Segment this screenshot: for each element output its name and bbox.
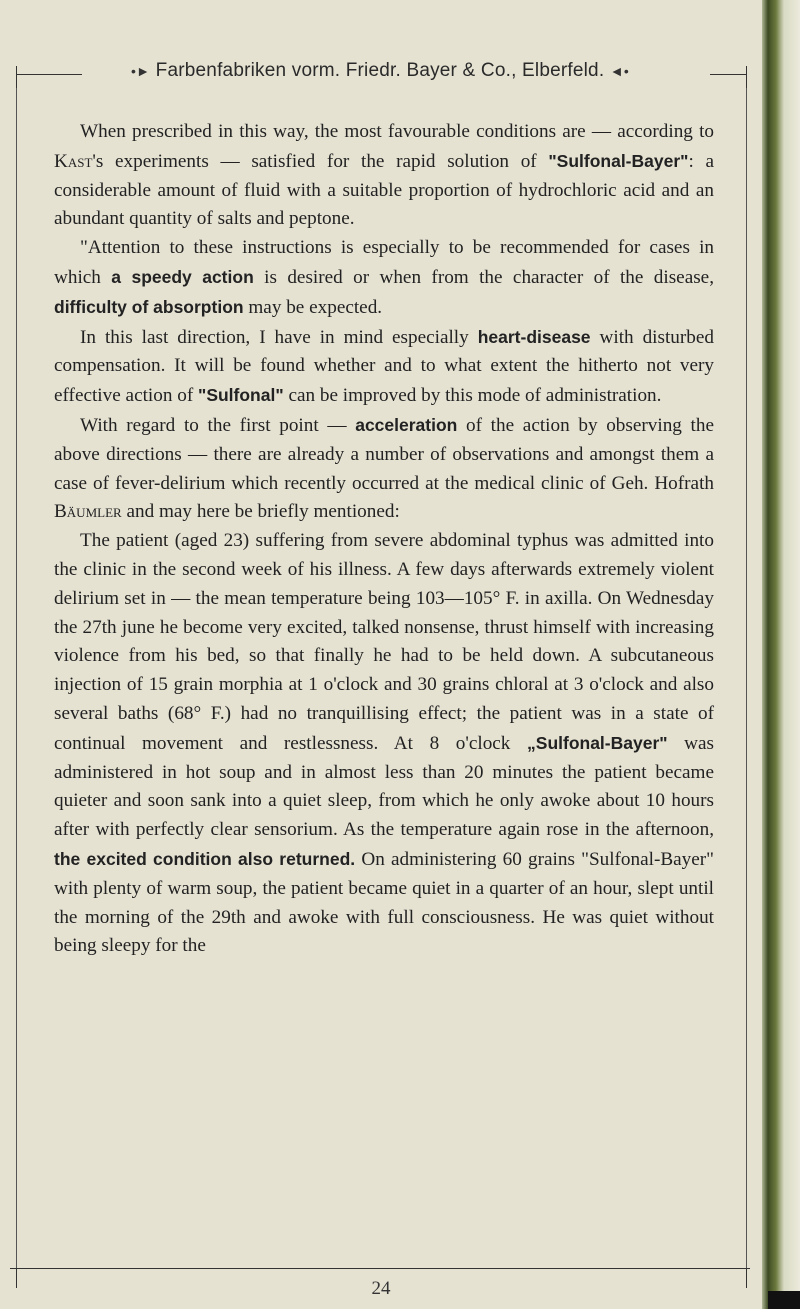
text-run: : a considerable amount of fluid with a suitable proportion of hydrochloric acid and an abundant quantity of salts and peptone. <box>54 150 714 230</box>
author-name: Bäumler <box>54 501 122 523</box>
paragraph <box>54 323 714 411</box>
text-run: With regard to the first point — <box>80 414 356 436</box>
page-number: 24 <box>371 1278 391 1299</box>
left-margin-rule <box>16 88 17 1268</box>
running-header <box>10 58 750 88</box>
text-run: On administering 60 grains "Sulfonal-Bayer" with plenty of warm soup, the patient became quiet in a quarter of an hour, slept until the morning of the 29th and awoke with full consciousness. He was quiet without being sleepy for the <box>54 848 714 957</box>
paragraph <box>54 411 714 527</box>
header-title-line <box>10 60 750 82</box>
header-title: Farbenfabriken vorm. Friedr. Bayer & Co., Elberfeld. <box>155 60 605 81</box>
emphasis-text: "Sulfonal-Bayer" <box>548 150 689 171</box>
ornament-left-icon: •► <box>131 63 151 79</box>
page-corner-shadow <box>768 1291 800 1309</box>
emphasis-text: "Sulfonal" <box>198 385 284 406</box>
author-name: Kast <box>54 150 93 172</box>
paragraph <box>54 527 714 961</box>
text-run: "Attention to these instructions is especially to be recommended for cases in which <box>54 237 714 288</box>
text-run: may be expected. <box>243 296 383 318</box>
header-tick-right <box>746 66 747 88</box>
emphasis-text: heart-disease <box>477 326 591 347</box>
body-text <box>54 118 714 961</box>
text-run: When prescribed in this way, the most favourable conditions are — according to <box>80 121 714 142</box>
emphasis-text: „Sulfonal-Bayer" <box>527 732 668 753</box>
text-run: of the action by observing the above directions — there are already a number of observations and amongst them a case of fever-delirium which recently occurred at the medical clinic of Geh. Hofrath <box>54 414 714 494</box>
text-run: can be improved by this mode of administration. <box>283 385 662 407</box>
paragraph <box>54 118 714 234</box>
right-margin-rule <box>746 88 747 1268</box>
text-run: and may here be briefly mentioned: <box>121 501 400 523</box>
header-rule-right <box>710 74 746 75</box>
emphasis-text: a speedy action <box>111 266 254 287</box>
text-run: is desired or when from the character of the disease, <box>253 266 714 288</box>
text-run: In this last direction, I have in mind especially <box>80 326 478 348</box>
emphasis-text: the excited condition also returned. <box>54 848 356 869</box>
paragraph <box>54 234 714 322</box>
text-run: The patient (aged 23) suffering from severe abdominal typhus was admitted into the clinic in the second week of his illness. A few days afterwards extremely violent delirium set in — the mean temperature being 103—105° F. in axilla. On Wednesday the 27th june he become very excited, talked nonsense, thrust himself with increasing violence from his bed, so that finally he had to be held down. A subcutaneous injection of 15 grain morphia at 1 o'clock and 30 grains chloral at 3 o'clock and also several baths (68° F.) had no tranquillising effect; the patient was in a state of continual movement and restlessness. At 8 o'clock <box>54 530 714 754</box>
text-run: with disturbed compensation. It will be found whether and to what extent the hitherto not very effective action of <box>54 326 714 407</box>
emphasis-text: acceleration <box>355 414 458 435</box>
emphasis-text: difficulty of absorption <box>54 296 244 317</box>
text-run: 's experiments — satisfied for the rapid solution of <box>92 150 549 172</box>
page-edge <box>762 0 800 1309</box>
ornament-right-icon: ◄• <box>609 63 629 79</box>
footer-rule <box>10 1268 750 1269</box>
text-run: was administered in hot soup and in almost less than 20 minutes the patient became quieter and soon sank into a quiet sleep, from which he only awoke about 10 hours after with perfectly clear sensorium. As the temperature again rose in the afternoon, <box>54 732 715 841</box>
